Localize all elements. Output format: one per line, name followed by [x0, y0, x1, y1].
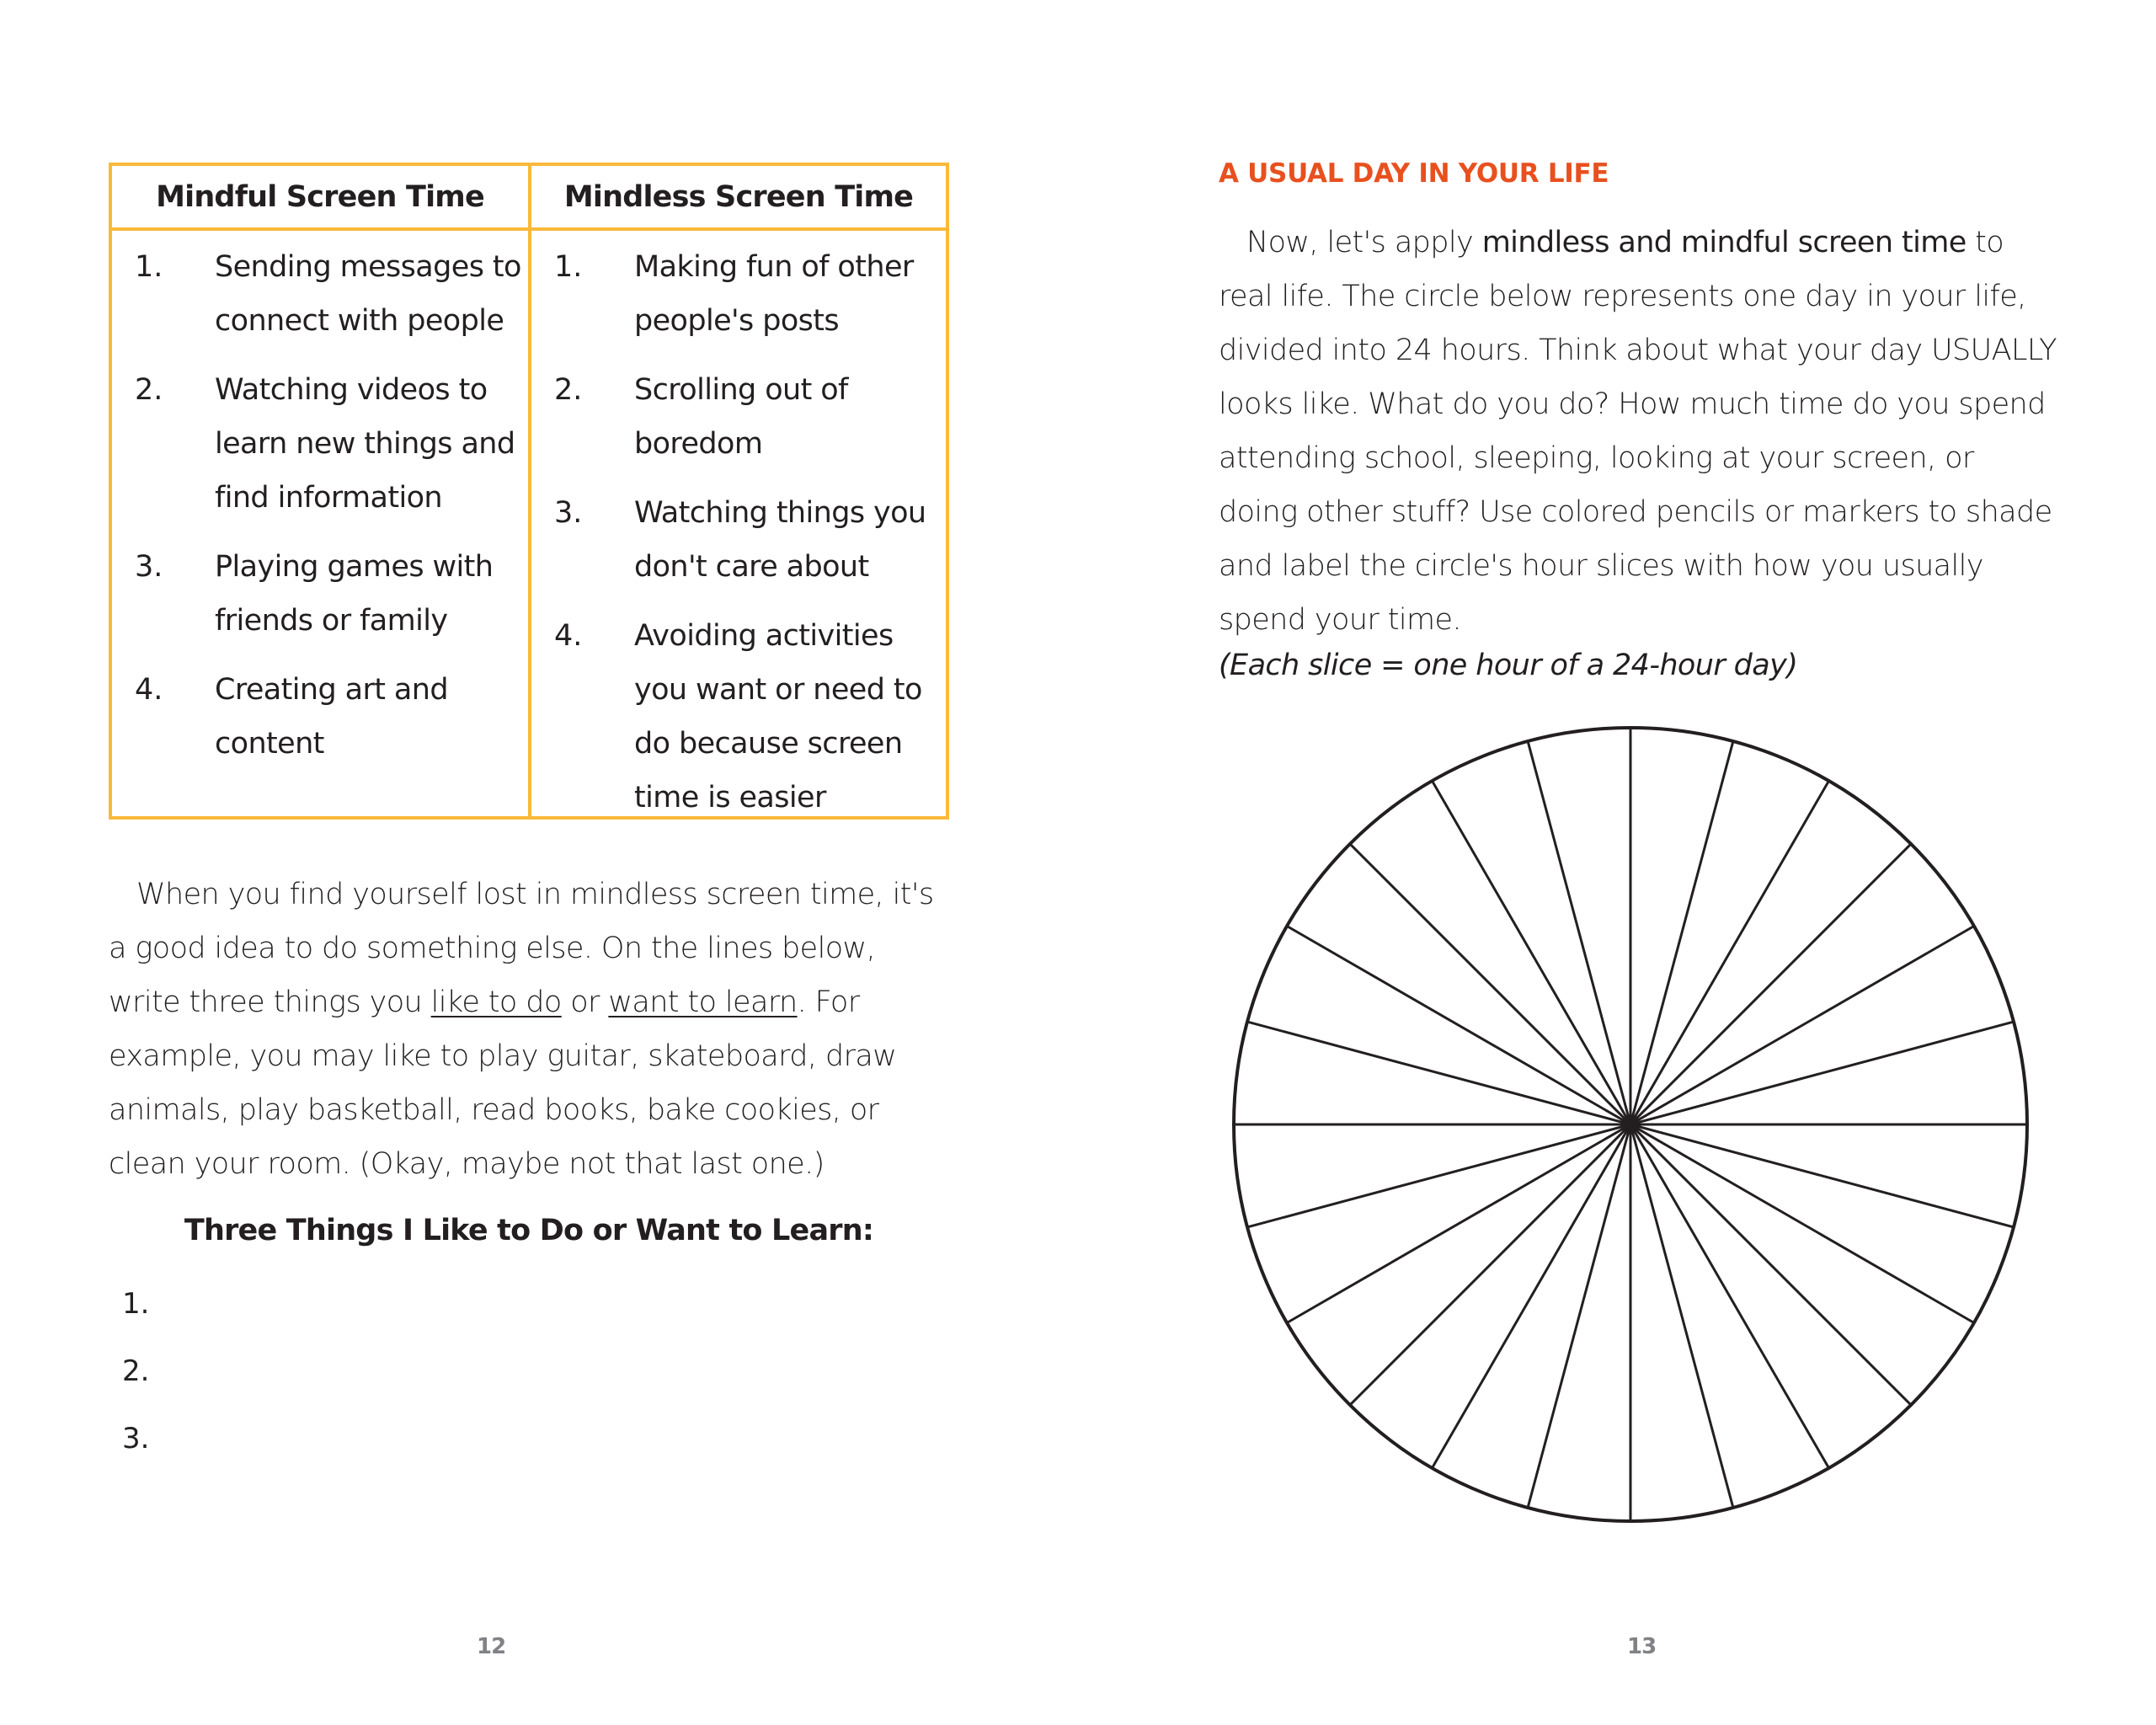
- paragraph-text: Now, let's apply: [1246, 226, 1482, 259]
- list-item: [135, 540, 522, 648]
- list-item: [135, 240, 522, 348]
- screen-time-table: [109, 163, 949, 820]
- paragraph-text: When you find yourself lost in mindless screen time, it's a good idea to do something else. On the lines below, write three things you: [109, 878, 934, 1019]
- item-number: 3.: [554, 496, 583, 530]
- item-number: 2.: [554, 373, 583, 407]
- header-mindless: Mindless Screen Time: [563, 179, 914, 214]
- bold-phrase: mindless and mindful screen time: [1481, 226, 1967, 259]
- underlined-like-to-do: like to do: [430, 985, 562, 1019]
- item-line: Avoiding activities: [634, 619, 894, 653]
- day-wheel-chart[interactable]: [1230, 724, 2031, 1525]
- item-line: people's posts: [634, 304, 840, 338]
- blank-entry-1[interactable]: 1.: [122, 1287, 150, 1321]
- header-mindful: Mindful Screen Time: [156, 179, 484, 214]
- paragraph-text: or: [561, 985, 609, 1019]
- item-line: you want or need to: [634, 673, 922, 707]
- item-line: Watching videos to: [215, 373, 488, 407]
- list-item: [554, 240, 942, 348]
- list-item: [554, 486, 942, 594]
- item-number: 2.: [135, 373, 163, 407]
- paragraph-text: to real life. The circle below represents one day in your life, divided into 24 hours. Think about what your day USUALLY looks like. What do you do? How much time do you spend attending school, sleeping, looking at your screen, or doing other stuff? Use colored pencils or markers to shade and label the circle's hour slices with how you usually spend your time.: [1219, 226, 2057, 637]
- three-things-subheading: Three Things I Like to Do or Want to Learn:: [184, 1214, 874, 1247]
- left-paragraph: [109, 868, 951, 1191]
- item-line: Creating art and: [215, 673, 448, 707]
- table-column-divider: [528, 166, 531, 816]
- item-line: connect with people: [215, 304, 504, 338]
- list-item: [135, 363, 522, 525]
- item-line: do because screen: [634, 727, 903, 761]
- item-number: 4.: [554, 619, 583, 653]
- item-line: Playing games with: [215, 550, 494, 584]
- list-item: [554, 609, 942, 825]
- list-item: [554, 363, 942, 471]
- slice-note: (Each slice = one hour of a 24-hour day): [1219, 649, 1798, 682]
- blank-entry-3[interactable]: 3.: [122, 1422, 150, 1455]
- item-line: find information: [215, 481, 442, 515]
- right-paragraph: [1219, 216, 2061, 647]
- item-line: learn new things and: [215, 427, 515, 461]
- item-number: 1.: [554, 250, 583, 284]
- blank-entry-2[interactable]: 2.: [122, 1354, 150, 1388]
- mindful-list: [135, 240, 522, 786]
- item-line: time is easier: [634, 781, 826, 814]
- item-line: Scrolling out of: [634, 373, 848, 407]
- item-number: 4.: [135, 673, 163, 707]
- mindless-list: [554, 240, 942, 840]
- item-line: Watching things you: [634, 496, 926, 530]
- underlined-want-to-learn: want to learn: [608, 985, 798, 1019]
- hour-spokes: [1234, 728, 2027, 1521]
- section-heading: A USUAL DAY IN YOUR LIFE: [1219, 158, 1609, 189]
- page-number-right: 13: [1627, 1634, 1657, 1659]
- item-number: 1.: [135, 250, 163, 284]
- paragraph-text: . For example, you may like to play guitar, skateboard, draw animals, play basketball, read books, bake cookies, or clean your room. (Okay, maybe not that last one.): [109, 985, 897, 1181]
- item-line: content: [215, 727, 324, 761]
- item-line: don't care about: [634, 550, 869, 584]
- list-item: [135, 663, 522, 771]
- item-line: friends or family: [215, 604, 448, 638]
- page-number-left: 12: [477, 1634, 506, 1659]
- item-line: Making fun of other: [634, 250, 914, 284]
- item-line: boredom: [634, 427, 763, 461]
- item-number: 3.: [135, 550, 163, 584]
- item-line: Sending messages to: [215, 250, 521, 284]
